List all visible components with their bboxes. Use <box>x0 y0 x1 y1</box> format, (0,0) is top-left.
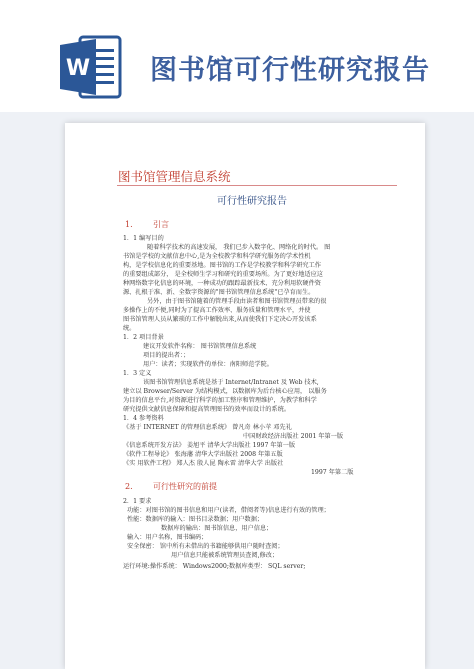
header-banner <box>0 0 474 112</box>
document-title: 图书馆管理信息系统 <box>118 169 231 184</box>
section-heading-1 <box>125 219 169 230</box>
section-number: 1. <box>125 220 133 229</box>
text-line: 性能：数据库的输入：图书目录数据；用户数据； <box>127 516 264 523</box>
text-line: 项目的提出者：； <box>143 352 190 359</box>
document-subtitle: 可行性研究报告 <box>217 196 287 207</box>
text-line: 建立以 Browser/Server 为结构模式，以数据库为后台核心应用， 以服务 <box>123 388 327 395</box>
section-heading-2 <box>125 481 217 492</box>
title-divider <box>117 185 397 186</box>
word-document-icon <box>60 35 122 99</box>
text-line: 为目的信息平台,对资源进行科学的加工整序和管理维护，为教学和科学 <box>123 397 317 404</box>
text-line: 的重要组成部分， 是全校师生学习和研究的重要场所。为了更好地适应这 <box>123 271 323 278</box>
text-line: 《基于 INTERNET 的管理信息系统》 曾凡奇 林小苹 邓先礼 <box>123 424 292 431</box>
text-line: 构，是学校信息化的重要基地。图书馆的工作是学校教学和科学研究工作 <box>123 262 321 269</box>
text-line: 书馆是学校的文献信息中心,是为全校教学和科学研究服务的学术性机 <box>123 253 311 260</box>
text-line: 1．1 编写目的 <box>123 235 164 242</box>
section-title: 可行性研究的前提 <box>153 482 217 491</box>
section-title: 引言 <box>153 220 169 229</box>
text-line: 《实 用软件工程》 郑人杰 殷人昆 陶永雷 清华大学 出版社 <box>123 460 284 467</box>
banner-title: 图书馆可行性研究报告 <box>150 55 430 86</box>
word-icon-letter: W <box>65 56 91 81</box>
text-line: 2．1 要求 <box>123 498 152 505</box>
text-line: 图书馆管理人员从繁琐的工作中解脱出来,从而使我们下定决心开发该系 <box>123 316 317 323</box>
text-line: 随着科学技术的高速发展， 我们已步入数字化、网络化的时代。 图 <box>147 244 331 251</box>
text-line: 种网络数字化信息的环境，一种成功的跟踪最新技术、充分利用软硬件资 <box>123 280 321 287</box>
text-line: 功能：对图书馆的图书信息和用户(读者，借阅者等)信息进行有效的管理； <box>127 507 330 514</box>
text-line: 多操作上的不便,同时为了提高工作效率、服务质量和管理水平，并使 <box>123 307 311 314</box>
text-line: 1．3 定义 <box>123 370 152 377</box>
text-line: 中国财政经济出版社 2001 年第一版 <box>243 433 344 440</box>
section-number: 2. <box>125 482 133 491</box>
text-line: 统。 <box>123 325 136 332</box>
text-line: 该图书馆管理信息系统是基于 Internet/Intranet 及 Web 技术, <box>143 379 319 386</box>
text-line: 《信息系统开发方法》 姜旭平 清华大学出版社 1997 年第一版 <box>123 442 296 449</box>
text-line: 建议开发软件名称： 图书馆管理信息系统 <box>143 343 257 350</box>
text-line: 研究提供文献信息保障和提高管理图书的效率而设计的系统。 <box>123 406 291 413</box>
document-page <box>65 123 425 669</box>
text-line: 1997 年第二版 <box>311 469 354 476</box>
text-line: 1．4 参考资料 <box>123 415 164 422</box>
text-line: 安全保密： 馆中所有未借出的书籍能够供用户随时查阅； <box>127 543 284 550</box>
text-line: 用户信息只能被系统管理员查阅,修改； <box>171 552 279 559</box>
text-line: 运行环境:操作系统： Windows2000;数据库类型： SQL server; <box>123 563 306 570</box>
text-line: 《软件工程导论》 张海藩 清华大学出版社 2008 年第五版 <box>123 451 283 458</box>
text-line: 数据库的输出：图书馆信息，用户信息； <box>161 525 273 532</box>
text-line: 源、扎根于准、新、全数字资源的"图书馆管理信息系统"已孕育而生。 <box>123 289 315 296</box>
text-line: 用户：读者；实现软件的单位：南阳师范学院。 <box>143 361 273 368</box>
text-line: 1．2 项目背景 <box>123 334 164 341</box>
text-line: 另外，由于图书馆随着的管理手段由读者和图书馆管理员带来的很 <box>147 298 327 305</box>
text-line: 输入：用户名称，图书编码； <box>127 534 208 541</box>
